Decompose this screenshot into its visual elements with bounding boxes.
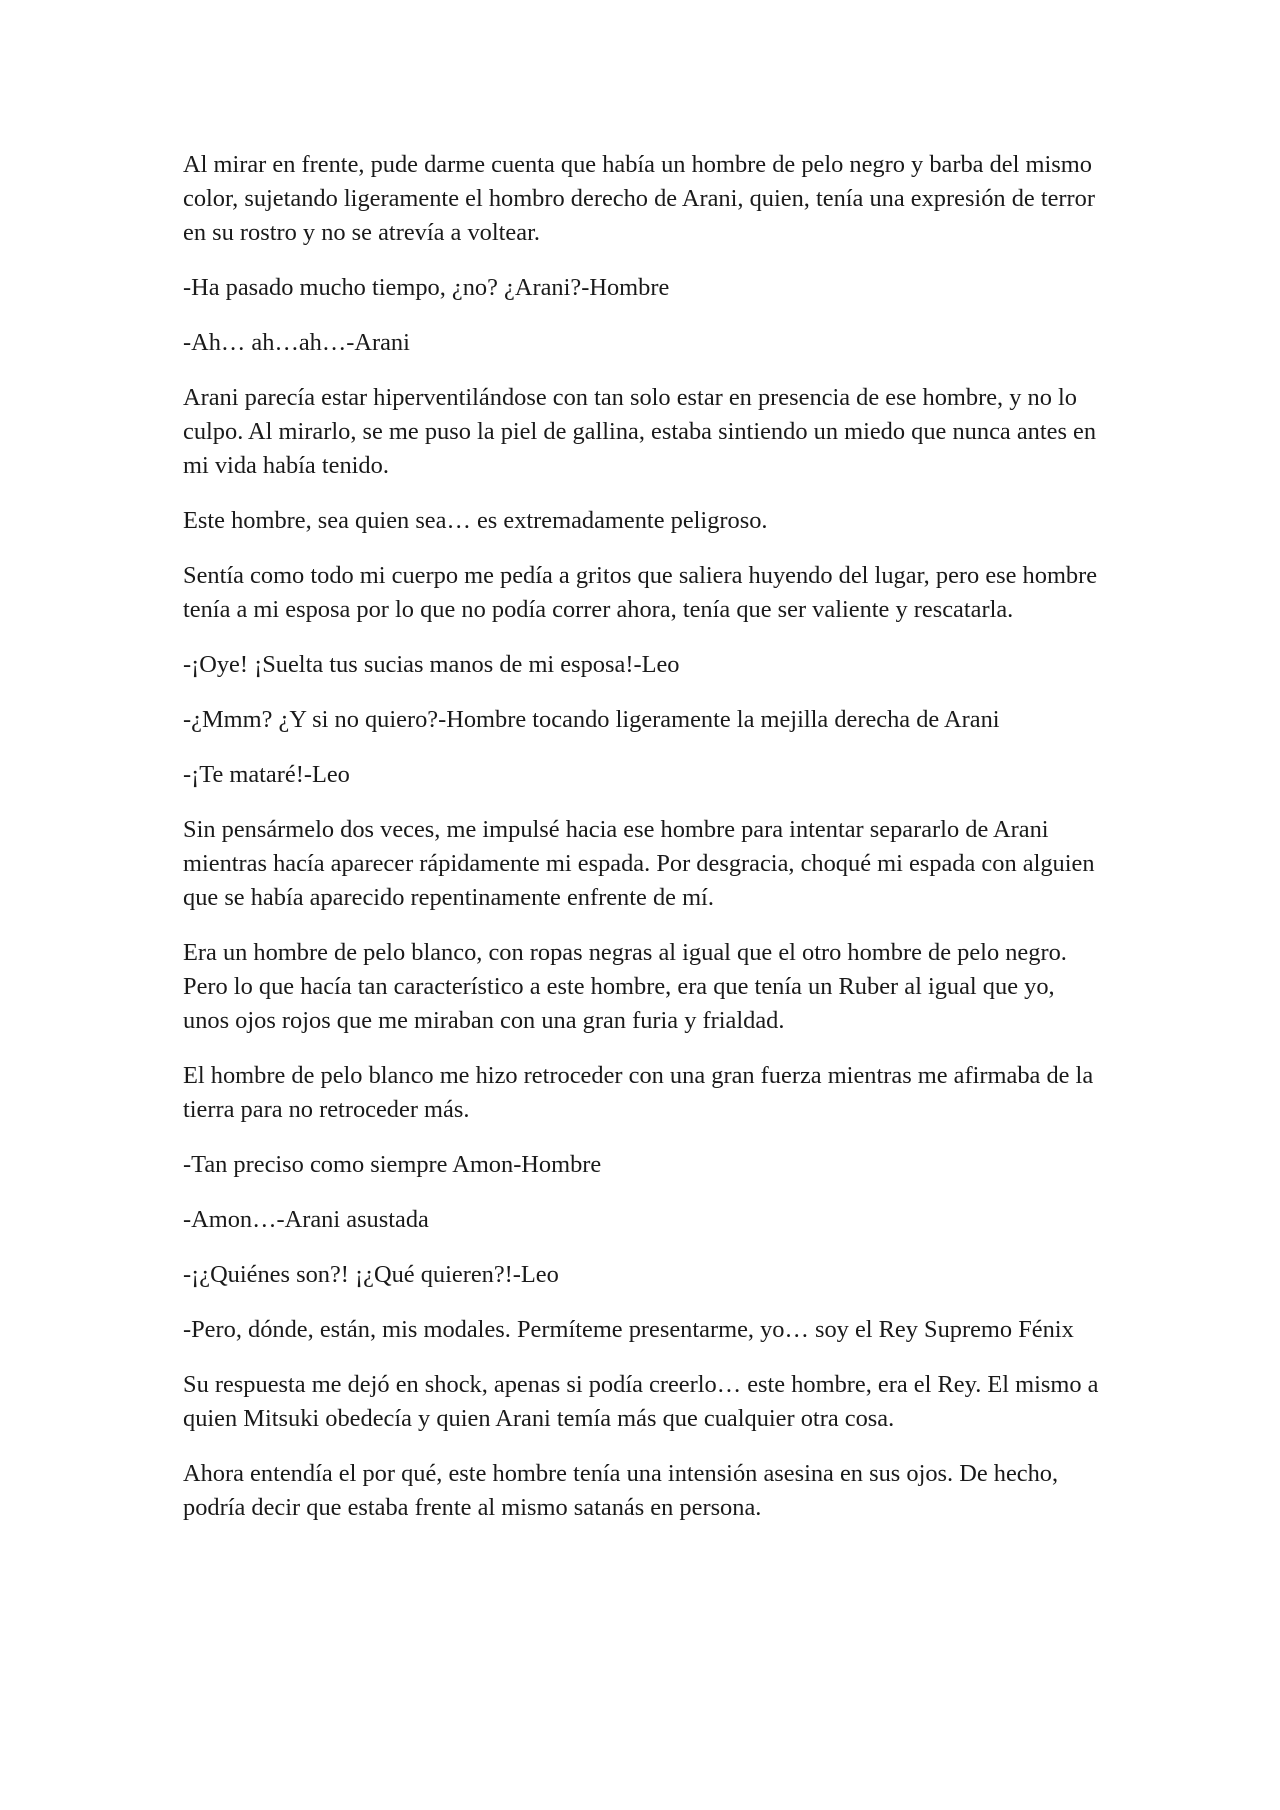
paragraph-17: Su respuesta me dejó en shock, apenas si podía creerlo… este hombre, era el Rey. El mismo a quien Mitsuki obedecía y quien Arani temía más que cualquier otra cosa.: [183, 1371, 1099, 1432]
paragraph-12: El hombre de pelo blanco me hizo retroceder con una gran fuerza mientras me afirmaba de la tierra para no retroceder más.: [183, 1062, 1094, 1123]
document-body: [183, 148, 1103, 1546]
paragraph-6: Sentía como todo mi cuerpo me pedía a gritos que saliera huyendo del lugar, pero ese hombre tenía a mi esposa por lo que no podía correr ahora, tenía que ser valiente y rescatarla.: [183, 562, 1098, 623]
paragraph-2: -Ha pasado mucho tiempo, ¿no? ¿Arani?-Hombre: [183, 274, 670, 301]
paragraph-11: Era un hombre de pelo blanco, con ropas negras al igual que el otro hombre de pelo negro. Pero lo que hacía tan característico a este hombre, era que tenía un Ruber al igual que yo, unos ojos rojos que me miraban con una gran furia y frialdad.: [183, 939, 1067, 1034]
paragraph-18: Ahora entendía el por qué, este hombre tenía una intensión asesina en sus ojos. De hecho, podría decir que estaba frente al mismo satanás en persona.: [183, 1460, 1059, 1521]
paragraph-3: -Ah… ah…ah…-Arani: [183, 329, 410, 356]
paragraph-14: -Amon…-Arani asustada: [183, 1206, 429, 1233]
paragraph-9: -¡Te mataré!-Leo: [183, 761, 350, 788]
paragraph-4: Arani parecía estar hiperventilándose con tan solo estar en presencia de ese hombre, y no lo culpo. Al mirarlo, se me puso la piel de gallina, estaba sintiendo un miedo que nunca antes en mi vida había tenido.: [183, 384, 1097, 479]
paragraph-13: -Tan preciso como siempre Amon-Hombre: [183, 1151, 602, 1178]
paragraph-1: Al mirar en frente, pude darme cuenta que había un hombre de pelo negro y barba del mismo color, sujetando ligeramente el hombro derecho de Arani, quien, tenía una expresión de terror en su rostro y no se atrevía a voltear.: [183, 151, 1095, 246]
paragraph-10: Sin pensármelo dos veces, me impulsé hacia ese hombre para intentar separarlo de Arani mientras hacía aparecer rápidamente mi espada. Por desgracia, choqué mi espada con alguien que se había aparecido repentinamente enfrente de mí.: [183, 816, 1095, 911]
paragraph-5: Este hombre, sea quien sea… es extremadamente peligroso.: [183, 507, 768, 534]
paragraph-16: -Pero, dónde, están, mis modales. Permíteme presentarme, yo… soy el Rey Supremo Fénix: [183, 1316, 1074, 1343]
paragraph-7: -¡Oye! ¡Suelta tus sucias manos de mi esposa!-Leo: [183, 651, 680, 678]
paragraph-15: -¡¿Quiénes son?! ¡¿Qué quieren?!-Leo: [183, 1261, 559, 1288]
paragraph-8: -¿Mmm? ¿Y si no quiero?-Hombre tocando ligeramente la mejilla derecha de Arani: [183, 706, 1000, 733]
